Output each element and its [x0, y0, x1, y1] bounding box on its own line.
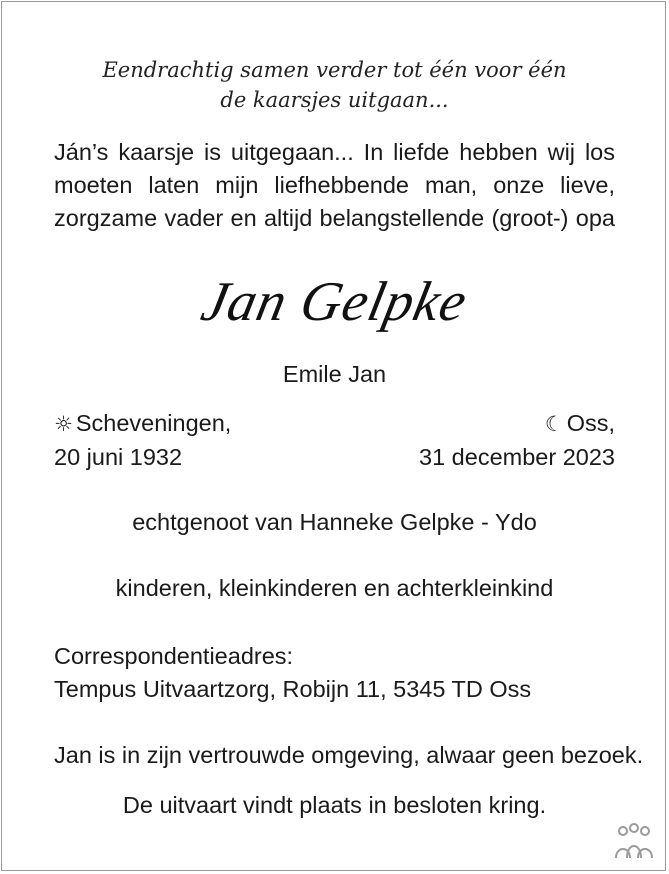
visiting-line: Jan is in zijn vertrouwde omgeving, alwaar geen bezoek.	[54, 742, 644, 768]
sun-icon: ☼	[54, 412, 73, 436]
deceased-name: Jan Gelpke	[196, 271, 473, 333]
correspondence-address: Tempus Uitvaartzorg, Robijn 11, 5345 TD Oss	[54, 676, 532, 702]
deceased-full-names: Emile Jan	[282, 361, 387, 387]
birth-place-row	[54, 410, 231, 437]
family-people-icon	[611, 822, 657, 862]
spouse-line: echtgenoot van Hanneke Gelpke - Ydo	[132, 509, 537, 535]
intro-line-3: zorgzame vader en altijd belangstellende (groot-) opa	[54, 205, 615, 231]
intro-line-2: moeten laten mijn liefhebbende man, onze lieve,	[54, 172, 615, 198]
correspondence-label: Correspondentieadres:	[54, 643, 294, 669]
moon-icon: ☾	[544, 412, 564, 436]
death-place: Oss,	[566, 410, 615, 436]
birth-place: Scheveningen,	[75, 410, 232, 436]
funeral-line: De uitvaart vindt plaats in besloten kring.	[122, 792, 547, 818]
death-date: 31 december 2023	[419, 444, 615, 470]
death-place-row	[545, 410, 615, 437]
motto-line-1: Eendrachtig samen verder tot één voor één	[102, 58, 567, 82]
birth-date: 20 juni 1932	[54, 444, 183, 470]
intro-line-1: Ján’s kaarsje is uitgegaan... In liefde hebben wij los	[54, 139, 615, 165]
family-line: kinderen, kleinkinderen en achterkleinkind	[115, 575, 554, 601]
motto-line-2: de kaarsjes uitgaan...	[220, 88, 449, 112]
